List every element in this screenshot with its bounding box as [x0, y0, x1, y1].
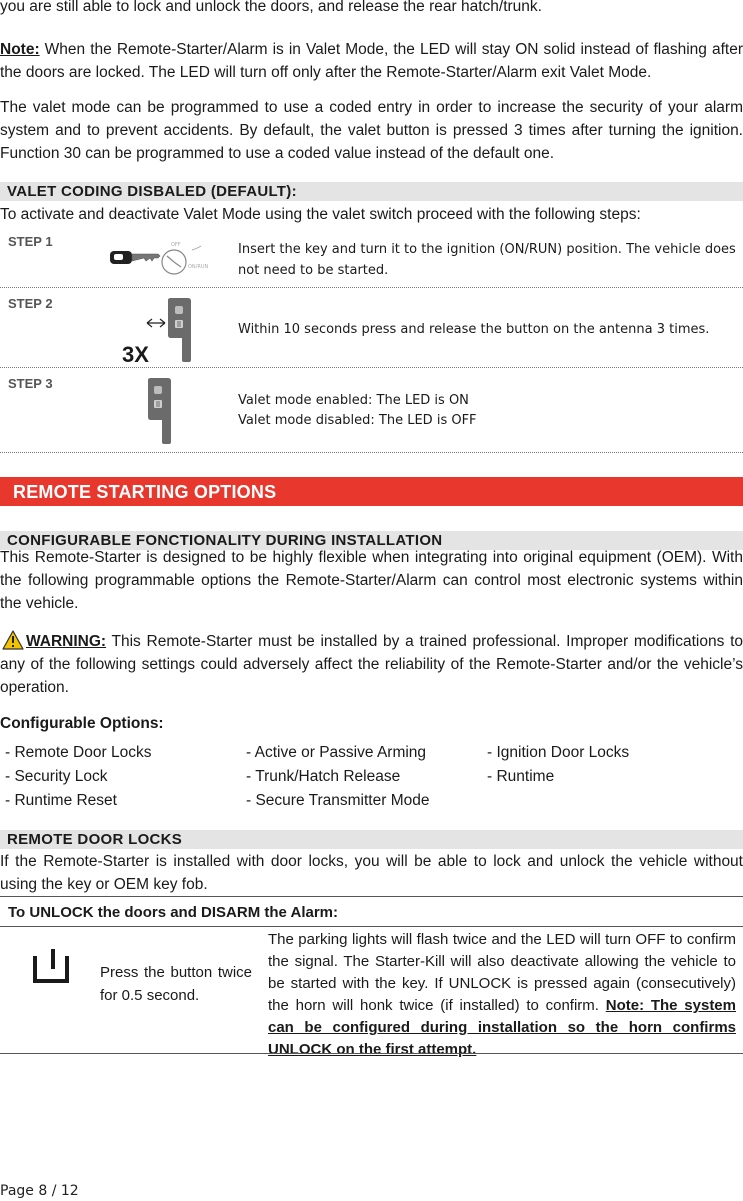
step-divider	[0, 367, 743, 368]
warning-label: WARNING:	[26, 633, 107, 650]
step-2-label: STEP 2	[8, 296, 53, 311]
configurable-heading: CONFIGURABLE FONCTIONALITY DURING INSTALLATION	[7, 532, 443, 549]
page-number: Page 8 / 12	[0, 1183, 79, 1199]
step-divider	[0, 287, 743, 288]
unlock-description-note: Note: The system can be configured during installation so the horn confirms UNLOCK on the first attempt.	[268, 997, 736, 1058]
antenna-module-icon	[145, 378, 175, 444]
table-bottom-rule	[0, 1053, 743, 1054]
intro-line: you are still able to lock and unlock the doors, and release the rear hatch/trunk.	[0, 0, 542, 15]
valet-paragraph: The valet mode can be programmed to use a coded entry in order to increase the security of your alarm system and to prevent accidents. By default, the valet button is pressed 3 times after turning the ignition. Function 30 can be programmed to use a coded value instead of the default one.	[0, 99, 743, 162]
remote-door-locks-paragraph: If the Remote-Starter is installed with door locks, you will be able to lock and unlock the vehicle without using the key or OEM key fob.	[0, 853, 743, 893]
step-3-text-enabled: Valet mode enabled: The LED is ON	[238, 393, 469, 408]
antenna-module-icon	[144, 298, 192, 362]
svg-text:ON/RUN: ON/RUN	[188, 264, 209, 270]
step-divider	[0, 452, 743, 453]
list-item: - Runtime	[487, 768, 555, 785]
svg-text:OFF: OFF	[171, 242, 181, 248]
valet-coding-heading-bar	[0, 182, 743, 201]
list-item: - Trunk/Hatch Release	[246, 768, 401, 785]
unlock-button-icon	[32, 946, 72, 986]
table-header-rule	[0, 926, 743, 927]
ignition-key-icon	[108, 234, 218, 278]
note-text: When the Remote-Starter/Alarm is in Valet Mode, the LED will stay ON solid instead of flashing after the doors are locked. The LED will turn off only after the Remote-Starter/Alarm exit Valet Mode.	[0, 41, 743, 81]
warning-text: This Remote-Starter must be installed by a trained professional. Improper modifications to any of the following settings could adversely affect the reliability of the Remote-Starter and/or the vehicle’s operation.	[0, 633, 743, 696]
step-3-label: STEP 3	[8, 376, 53, 391]
list-item: - Security Lock	[5, 768, 108, 785]
press-count-badge: 3X	[122, 342, 149, 367]
note-label: Note:	[0, 41, 40, 58]
unlock-description-text: The parking lights will flash twice and the LED will turn OFF to confirm the signal. The Starter-Kill will also deactivate allowing the vehicle to be started with the key. If UNLOCK is pressed again (consecutively) the horn will honk twice (if installed) to confirm.	[268, 931, 736, 1014]
unlock-table-heading: To UNLOCK the doors and DISARM the Alarm:	[8, 904, 338, 921]
valet-note	[0, 38, 743, 84]
options-heading: Configurable Options:	[0, 715, 164, 732]
step-1-label: STEP 1	[8, 234, 53, 249]
list-item: - Remote Door Locks	[5, 744, 152, 761]
list-item: - Active or Passive Arming	[246, 744, 427, 761]
remote-starting-heading-bar	[0, 477, 743, 506]
valet-coding-intro: To activate and deactivate Valet Mode using the valet switch proceed with the following steps:	[0, 206, 641, 223]
remote-door-locks-heading-bar	[0, 830, 743, 849]
warning-paragraph	[0, 630, 743, 699]
remote-starting-heading: REMOTE STARTING OPTIONS	[13, 482, 277, 502]
list-item: - Ignition Door Locks	[487, 744, 630, 761]
list-item: - Secure Transmitter Mode	[246, 792, 430, 809]
configurable-paragraph: This Remote-Starter is designed to be highly flexible when integrating into original equipment (OEM). With the following programmable options the Remote-Starter/Alarm can control most electronic systems within the vehicle.	[0, 549, 743, 612]
step-3-text-disabled: Valet mode disabled: The LED is OFF	[238, 413, 477, 428]
list-item: - Runtime Reset	[5, 792, 117, 809]
unlock-description	[268, 929, 736, 1061]
table-top-rule	[0, 896, 743, 897]
unlock-instruction: Press the button twice for 0.5 second.	[100, 964, 252, 1004]
remote-door-locks-heading: REMOTE DOOR LOCKS	[7, 831, 183, 848]
step-2-text: Within 10 seconds press and release the button on the antenna 3 times.	[238, 322, 710, 337]
valet-coding-heading: VALET CODING DISBALED (DEFAULT):	[7, 183, 297, 200]
step-1-text: Insert the key and turn it to the ignition (ON/RUN) position. The vehicle does not need to be started.	[238, 242, 736, 278]
